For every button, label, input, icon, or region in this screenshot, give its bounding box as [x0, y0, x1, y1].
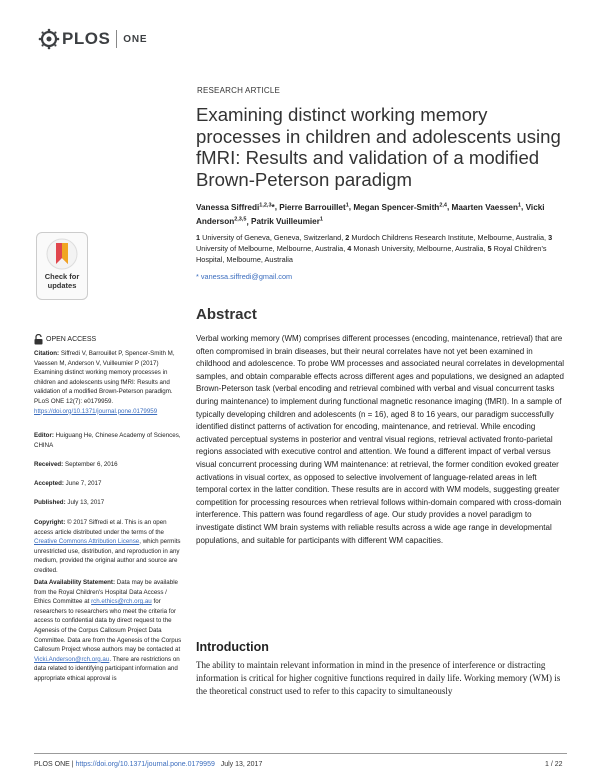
received-block: Received: September 6, 2016 — [34, 461, 118, 468]
contact-email-link[interactable]: Vicki.Anderson@rch.org.au — [34, 655, 110, 663]
abstract-body: Verbal working memory (WM) comprises different processes (encoding, maintenance, retrieval) that are often compromised in brain diseases, but their neural correlates have not yet been examined in childhood and adolescence. To probe WM processes and associated neural correlates in developmental samples, and obtain comparable effects across different ages and populations, we designed an adapted Brown-Peterson task (verbal encoding and retrieval combined with verbal and visual concurrent tasks during maintenance) to implement during functional magnetic resonance imaging (fMRI). In a sample of typically developing children and adolescents (n = 16), aged 8 to 16 years, our paradigm successfully identified distinct patterns of activation for encoding, maintenance, and retrieval. While encoding activated perceptual systems in posterior and ventral visual regions, retrieval activated fronto-parietal regions associated with executive control and attention. We found a different impact of verbal versus visual concurrent processing during WM maintenance: at retrieval, the former condition evoked greater activations in visual cortex, as opposed to selective involvement of language-related areas in left temporal cortex in the latter condition. These results are in accord with WM models, suggesting greater competition for processing resources when retrieval follows within-domain compared with cross-domain interference. This pattern was found regardless of age. Our study provides a novel paradigm to investigate distinct WM brain systems with reliable results across a wide age range in developmental populations, and suitable for participants with different WM capacities. — [196, 334, 565, 545]
plos-logo-icon — [38, 28, 60, 50]
page-number: 1 / 22 — [545, 761, 563, 768]
author-name: Maarten Vaessen$^1$ — [451, 202, 522, 212]
introduction-heading: Introduction — [196, 640, 269, 654]
affiliation-item: 3 University of Melbourne, Melbourne, Australia, — [196, 233, 553, 253]
footer-citation: PLOS ONE | https://doi.org/10.1371/journal.pone.0179959 July 13, 2017 — [34, 761, 263, 768]
logo-divider — [116, 30, 117, 48]
footer-doi-link[interactable]: https://doi.org/10.1371/journal.pone.0179959 — [75, 761, 215, 768]
bookmark-ribbon-icon — [45, 237, 79, 271]
plos-logo[interactable] — [38, 28, 147, 50]
badge-label: Check for updates — [44, 272, 80, 290]
open-lock-icon — [34, 334, 43, 345]
journal-name: ONE — [123, 33, 148, 45]
author-name: Vicki Anderson$^{2,3,5}$ — [196, 202, 545, 227]
copyright-block: Copyright: © 2017 Siffredi et al. This is an open access article distributed under the terms of the Creative Commons Attribution License, which permits unrestricted use, distribution, and reproduction in any medium, provided the original author and source are credited. — [34, 519, 181, 574]
editor-block: Editor: Huiguang He, Chinese Academy of Sciences, CHINA — [34, 432, 181, 449]
author-name: Pierre Barrouillet$^1$ — [279, 202, 349, 212]
article-type: RESEARCH ARTICLE — [197, 86, 281, 95]
abstract-heading: Abstract — [196, 306, 257, 323]
check-for-updates-badge[interactable] — [36, 232, 88, 300]
affiliation-item: 2 Murdoch Childrens Research Institute, Melbourne, Australia, — [345, 233, 547, 242]
citation-block: Citation: Siffredi V, Barrouillet P, Spencer-Smith M, Vaessen M, Anderson V, Vuilleumier P (2017) Examining distinct working memory processes in children and adolescents using fMRI: Results and validation of a modified Brown-Peterson paradigm. PLoS ONE 12(7): e0179959. https://doi.org/10.1371/journal.pone.0179959 — [34, 350, 175, 415]
open-access-label: OPEN ACCESS — [34, 334, 96, 345]
accepted-block: Accepted: June 7, 2017 — [34, 480, 102, 487]
introduction-body: The ability to maintain relevant information in mind in the presence of interference or distracting information is critical for higher cognitive functions required in daily life. Working memory (WM) is the theoretical construct used to refer to this capacity to simultaneously — [196, 660, 561, 697]
article-title: Examining distinct working memory processes in children and adolescents using fMRI: Results and validation of a modified Brown-Peterson paradigm — [196, 104, 561, 190]
published-block: Published: July 13, 2017 — [34, 499, 105, 506]
affiliation-item: 5 Royal Children's Hospital, Melbourne, Australia — [196, 244, 547, 264]
footer-divider — [34, 753, 567, 754]
affiliation-item: 4 Monash University, Melbourne, Australia, — [347, 244, 486, 253]
author-name: Megan Spencer-Smith$^{2,4}$ — [353, 202, 447, 212]
corresponding-email[interactable]: * vanessa.siffredi@gmail.com — [196, 272, 293, 281]
citation-doi-link[interactable]: https://doi.org/10.1371/journal.pone.0179959 — [34, 407, 158, 415]
data-availability-block: Data Availability Statement: Data may be available from the Royal Children's Hospital Data Access / Ethics Committee at rch.ethics@rch.org.au for researchers to researchers who meet the criteria for access to confidential data by direct request to the Agenesis of the Corpus Callosum Project Data Committee. Data are from the Agenesis of the Corpus Callosum Project whose authors may be contacted at Vicki.Anderson@rch.org.au. There are restrictions on data related to identifying participant information and appropriate ethical approval is — [34, 579, 182, 682]
ethics-email-link[interactable]: rch.ethics@rch.org.au — [91, 598, 152, 606]
author-list: Vanessa Siffredi$^{1,2,3}$*, Pierre Barrouillet$^1$, Megan Spencer-Smith$^{2,4}$, Maarten Vaessen$^1$, Vicki Anderson$^{2,3,5}$, Patrik Vuilleumier$^1$ — [196, 202, 545, 227]
plos-wordmark: PLOS — [62, 29, 111, 48]
author-name: Patrik Vuilleumier$^1$ — [251, 216, 323, 227]
affiliation-list — [196, 232, 566, 265]
affiliation-item: 1 University of Geneva, Geneva, Switzerland, — [196, 233, 344, 242]
author-name: Vanessa Siffredi$^{1,2,3}$* — [196, 202, 275, 212]
license-link[interactable]: Creative Commons Attribution License — [34, 538, 140, 546]
